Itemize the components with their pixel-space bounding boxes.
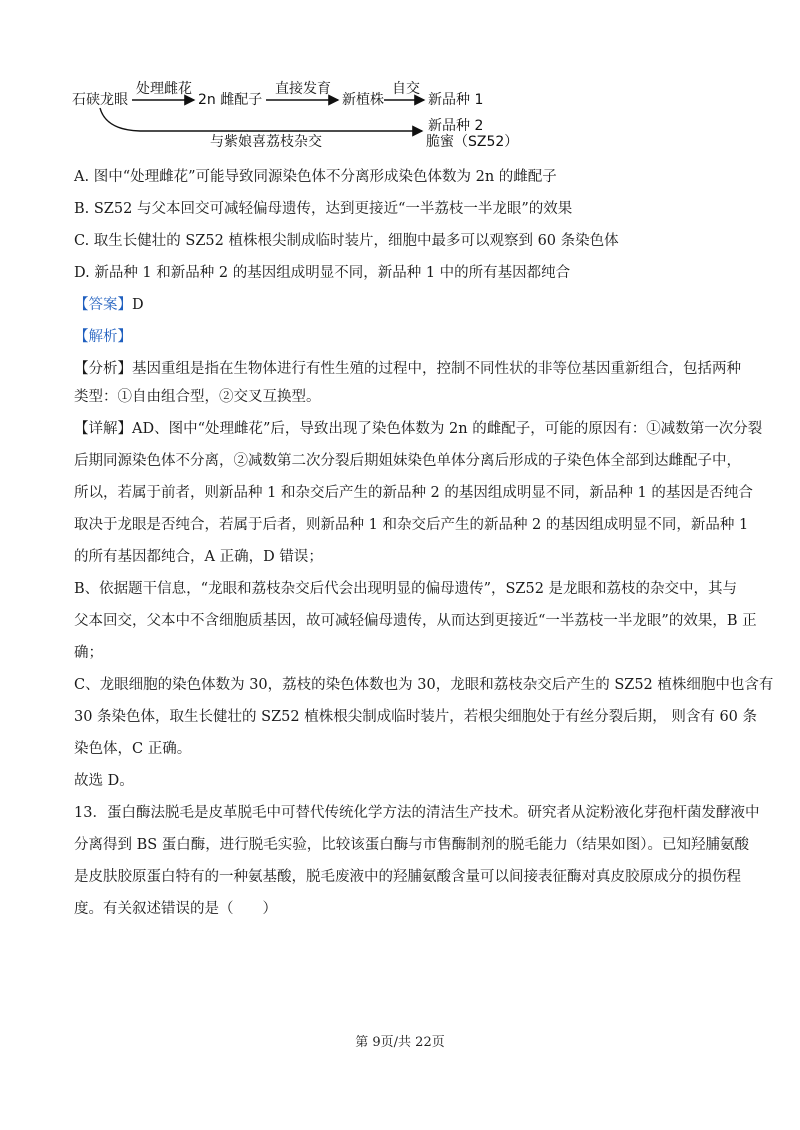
node-shixia-longan: 石硖龙眼 <box>72 92 128 108</box>
answer-value: D <box>132 297 144 313</box>
node-new-variety-1: 新品种 1 <box>428 92 484 108</box>
q13-line-1: 13．蛋白酶法脱毛是皮革脱毛中可替代传统化学方法的清洁生产技术。研究者从淀粉液化芽孢杆菌发酵液中 <box>74 805 760 821</box>
label-direct-develop: 直接发育 <box>275 81 331 97</box>
fenxi-label: 【分析】 <box>74 361 132 377</box>
arrow-cross <box>100 108 422 131</box>
label-selfing: 自交 <box>392 81 420 97</box>
explain-c-line-3: 染色体，C 正确。 <box>74 741 192 757</box>
answer-line <box>74 296 144 314</box>
xiangjie-label: 【详解】 <box>74 421 132 437</box>
xiangjie-line-4: 取决于龙眼是否纯合，若属于后者，则新品种 1 和杂交后产生的新品种 2 的基因组成明显不同，新品种 1 <box>74 517 749 533</box>
xiangjie-line-5: 的所有基因都纯合，A 正确，D 错误； <box>74 549 323 565</box>
q13-line-2: 分离得到 BS 蛋白酶，进行脱毛实验，比较该蛋白酶与市售酶制剂的脱毛能力（结果如图）。已知羟脯氨酸 <box>74 837 750 853</box>
explain-b-line-3: 确； <box>74 645 103 661</box>
fenxi-line-2: 类型：①自由组合型，②交叉互换型。 <box>74 389 321 405</box>
answer-label: 【答案】 <box>74 297 132 313</box>
xiangjie-line-1: 【详解】AD、图中“处理雌花”后，导致出现了染色体数为 2n 的雌配子，可能的原因有：①减数第一次分裂 <box>74 421 763 437</box>
xiangjie-line-3: 所以，若属于前者，则新品种 1 和杂交后产生的新品种 2 的基因组成明显不同，新品种 1 的基因是否纯合 <box>74 485 753 501</box>
label-process-female: 处理雌花 <box>136 81 192 97</box>
q13-line-3: 是皮肤胶原蛋白特有的一种氨基酸，脱毛废液中的羟脯氨酸含量可以间接表征酶对真皮胶原成分的损伤程 <box>74 869 741 885</box>
q13-line-4: 度。有关叙述错误的是（ ） <box>74 901 277 917</box>
option-a: A. 图中“处理雌花”可能导致同源染色体不分离形成染色体数为 2n 的雌配子 <box>74 169 557 185</box>
fenxi-line-1: 【分析】基因重组是指在生物体进行有性生殖的过程中，控制不同性状的非等位基因重新组合，包括两种 <box>74 361 741 377</box>
explain-b-line-2: 父本回交，父本中不含细胞质基因，故可减轻偏母遗传，从而达到更接近“一半荔枝一半龙眼”的效果，B 正 <box>74 613 757 629</box>
node-new-plant: 新植株 <box>342 92 384 108</box>
option-c: C. 取生长健壮的 SZ52 植株根尖制成临时装片，细胞中最多可以观察到 60 条染色体 <box>74 233 619 249</box>
explain-c-line-2: 30 条染色体，取生长健壮的 SZ52 植株根尖制成临时装片，若根尖细胞处于有丝分裂后期， 则含有 60 条 <box>74 709 758 725</box>
node-new-variety-2: 新品种 2 <box>428 118 484 134</box>
explain-b-line-1: B、依据题干信息，“龙眼和荔枝杂交后代会出现明显的偏母遗传”，SZ52 是龙眼和荔枝的杂交中，其与 <box>74 581 738 597</box>
xiangjie-line-2: 后期同源染色体不分离，②减数第二次分裂后期姐妹染色单体分离后形成的子染色体全部到达雌配子中， <box>74 453 741 469</box>
node-2n-gamete: 2n 雌配子 <box>198 92 263 108</box>
explain-c-line-1: C、龙眼细胞的染色体数为 30，荔枝的染色体数也为 30，龙眼和荔枝杂交后产生的 SZ52 植株细胞中也含有 <box>74 677 774 693</box>
option-b: B. SZ52 与父本回交可减轻偏母遗传，达到更接近“一半荔枝一半龙眼”的效果 <box>74 201 573 217</box>
node-sz52: 脆蜜（SZ52） <box>426 134 519 150</box>
page-footer: 第 9页/共 22页 <box>355 1035 445 1050</box>
label-cross-litchi: 与紫娘喜荔枝杂交 <box>210 134 322 150</box>
option-d: D. 新品种 1 和新品种 2 的基因组成明显不同，新品种 1 中的所有基因都纯合 <box>74 265 571 281</box>
conclusion: 故选 D。 <box>74 773 134 789</box>
analysis-heading: 【解析】 <box>74 329 132 345</box>
breeding-diagram <box>70 78 530 150</box>
